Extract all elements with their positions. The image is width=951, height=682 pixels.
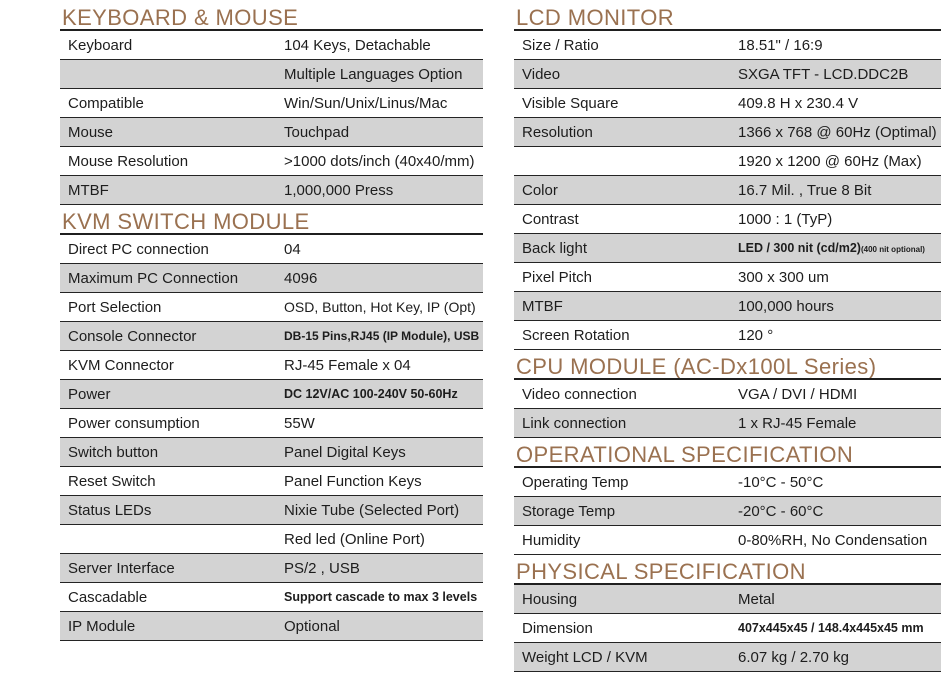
spec-value: 409.8 H x 230.4 V: [738, 94, 859, 112]
spec-row: [60, 612, 483, 641]
spec-label: Dimension: [522, 619, 593, 637]
spec-value: 1920 x 1200 @ 60Hz (Max): [738, 152, 922, 170]
spec-label: Switch button: [68, 443, 159, 461]
spec-value: Panel Function Keys: [284, 472, 422, 490]
spec-label: Pixel Pitch: [522, 268, 593, 286]
section-title: LCD MONITOR: [514, 6, 941, 31]
section-title: PHYSICAL SPECIFICATION: [514, 560, 941, 585]
spec-value: 18.51" / 16:9: [738, 36, 823, 54]
spec-row: [60, 467, 483, 496]
spec-value: OSD, Button, Hot Key, IP (Opt): [284, 299, 476, 315]
spec-row: [60, 89, 483, 118]
spec-label: Reset Switch: [68, 472, 156, 490]
spec-label: Server Interface: [68, 559, 175, 577]
spec-value: Nixie Tube (Selected Port): [284, 501, 460, 519]
spec-label: Power: [68, 385, 111, 403]
spec-row: [60, 176, 483, 205]
spec-value: 407x445x45 / 148.4x445x45 mm: [738, 621, 924, 635]
section-title: CPU MODULE (AC-Dx100L Series): [514, 355, 941, 380]
spec-table: [60, 235, 483, 641]
spec-table: [514, 468, 941, 555]
spec-table: [514, 380, 941, 438]
spec-row: [514, 409, 941, 438]
spec-value: 120 °: [738, 326, 774, 344]
spec-row: [60, 554, 483, 583]
section-operational-specification: [514, 443, 941, 555]
section-lcd-monitor: [514, 6, 941, 350]
spec-label: Power consumption: [68, 414, 200, 432]
spec-value: RJ-45 Female x 04: [284, 356, 411, 374]
spec-value: 0-80%RH, No Condensation: [738, 531, 928, 549]
spec-label: Maximum PC Connection: [68, 269, 239, 287]
spec-label: Storage Temp: [522, 502, 616, 520]
spec-value: Support cascade to max 3 levels: [284, 590, 478, 604]
spec-row: [60, 264, 483, 293]
spec-row: [60, 293, 483, 322]
spec-label: Contrast: [522, 210, 579, 228]
spec-value: 4096: [284, 269, 318, 287]
spec-value: 16.7 Mil. , True 8 Bit: [738, 181, 872, 199]
spec-value: Win/Sun/Unix/Linus/Mac: [284, 94, 448, 112]
section-cpu-module-ac-dx100l-series: [514, 355, 941, 438]
spec-row: [60, 380, 483, 409]
spec-value: DB-15 Pins,RJ45 (IP Module), USB: [284, 329, 480, 343]
spec-label: Keyboard: [68, 36, 133, 54]
spec-label: KVM Connector: [68, 356, 174, 374]
spec-value: 1366 x 768 @ 60Hz (Optimal): [738, 123, 937, 141]
spec-value: 1,000,000 Press: [284, 181, 394, 199]
spec-row: [60, 235, 483, 264]
spec-label: Port Selection: [68, 298, 162, 316]
spec-label: Size / Ratio: [522, 36, 599, 54]
spec-row: [514, 526, 941, 555]
spec-label: Visible Square: [522, 94, 619, 112]
spec-value: Metal: [738, 590, 775, 608]
spec-table: [514, 585, 941, 672]
left-column: [60, 6, 483, 641]
spec-value: DC 12V/AC 100-240V 50-60Hz: [284, 387, 458, 401]
spec-row: [514, 147, 941, 176]
spec-label: Compatible: [68, 94, 144, 112]
spec-label: Back light: [522, 239, 588, 257]
spec-value: 04: [284, 240, 301, 258]
spec-label: IP Module: [68, 617, 136, 635]
section-kvm-switch-module: [60, 210, 483, 641]
spec-row: [514, 176, 941, 205]
spec-table: [514, 31, 941, 350]
spec-value: -20°C - 60°C: [738, 502, 824, 520]
spec-value: 55W: [284, 414, 315, 432]
spec-row: [60, 409, 483, 438]
spec-row: [60, 583, 483, 612]
spec-value: Touchpad: [284, 123, 350, 141]
spec-label: Status LEDs: [68, 501, 152, 519]
spec-label: MTBF: [68, 181, 109, 199]
spec-row: [60, 525, 483, 554]
spec-value: LED / 300 nit (cd/m2)(400 nit optional): [738, 241, 925, 255]
section-physical-specification: [514, 560, 941, 672]
spec-row: [514, 118, 941, 147]
spec-row: [60, 496, 483, 525]
spec-value: Multiple Languages Option: [284, 65, 463, 83]
spec-value: PS/2 , USB: [284, 559, 360, 577]
spec-label: Mouse: [68, 123, 114, 141]
spec-row: [60, 31, 483, 60]
spec-value: 104 Keys, Detachable: [284, 36, 431, 54]
section-title: OPERATIONAL SPECIFICATION: [514, 443, 941, 468]
spec-row: [514, 292, 941, 321]
section-title: KEYBOARD & MOUSE: [60, 6, 483, 31]
spec-label: Direct PC connection: [68, 240, 209, 258]
spec-value: 300 x 300 um: [738, 268, 829, 286]
spec-value: 100,000 hours: [738, 297, 834, 315]
section-keyboard-mouse: [60, 6, 483, 205]
spec-value-note: (400 nit optional): [860, 245, 925, 254]
spec-row: [514, 585, 941, 614]
spec-label: Weight LCD / KVM: [522, 648, 648, 666]
spec-label: Mouse Resolution: [68, 152, 189, 170]
spec-row: [60, 322, 483, 351]
spec-value: 1 x RJ-45 Female: [738, 414, 857, 432]
spec-label: Video connection: [522, 385, 637, 403]
spec-value: Optional: [284, 617, 340, 635]
spec-label: Color: [522, 181, 558, 199]
spec-row: [60, 60, 483, 89]
spec-value: SXGA TFT - LCD.DDC2B: [738, 65, 909, 83]
spec-row: [60, 147, 483, 176]
spec-row: [60, 351, 483, 380]
spec-row: [514, 205, 941, 234]
spec-row: [514, 380, 941, 409]
spec-label: MTBF: [522, 297, 563, 315]
spec-value: -10°C - 50°C: [738, 473, 824, 491]
spec-row: [514, 263, 941, 292]
spec-label: Humidity: [522, 531, 581, 549]
spec-row: [60, 438, 483, 467]
spec-row: [514, 89, 941, 118]
spec-label: Video: [522, 65, 561, 83]
spec-row: [514, 234, 941, 263]
spec-value: Panel Digital Keys: [284, 443, 406, 461]
spec-value: VGA / DVI / HDMI: [738, 385, 858, 403]
spec-row: [514, 468, 941, 497]
right-column: [514, 6, 941, 672]
spec-row: [60, 118, 483, 147]
spec-label: Resolution: [522, 123, 593, 141]
spec-value: >1000 dots/inch (40x40/mm): [284, 152, 475, 170]
spec-value: 1000 : 1 (TyP): [738, 210, 833, 228]
spec-row: [514, 321, 941, 350]
spec-label: Screen Rotation: [522, 326, 630, 344]
spec-label: Console Connector: [68, 327, 197, 345]
section-title: KVM SWITCH MODULE: [60, 210, 483, 235]
spec-label: Housing: [522, 590, 578, 608]
spec-value: 6.07 kg / 2.70 kg: [738, 648, 849, 666]
spec-row: [514, 497, 941, 526]
spec-row: [514, 60, 941, 89]
spec-row: [514, 614, 941, 643]
spec-label: Cascadable: [68, 588, 148, 606]
spec-table: [60, 31, 483, 205]
spec-label: Operating Temp: [522, 473, 629, 491]
spec-label: Link connection: [522, 414, 627, 432]
spec-row: [514, 643, 941, 672]
spec-row: [514, 31, 941, 60]
spec-value: Red led (Online Port): [284, 530, 425, 548]
